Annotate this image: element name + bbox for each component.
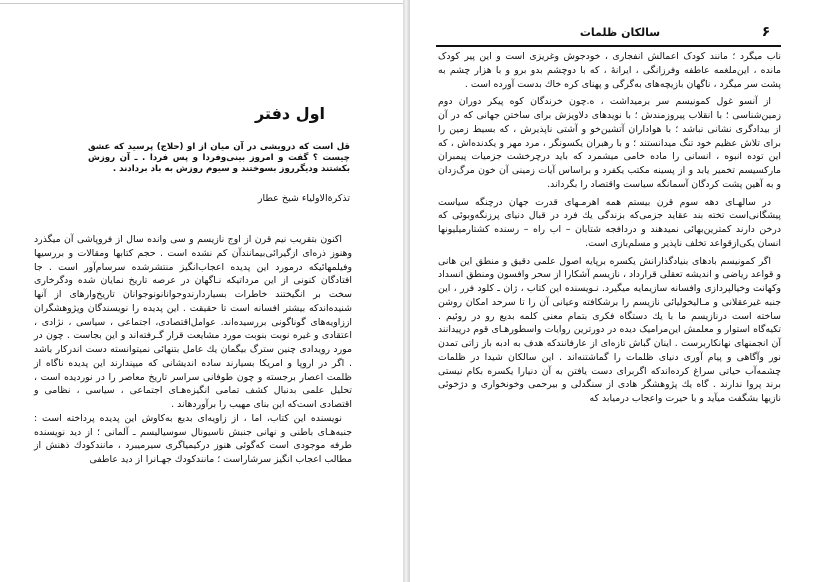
body-paragraph: ناب میگرد ؛ مانند کودک اعمالش انفجاری ، خودجوش وغریزی است و این پیر کودک مانده ، این‌ملغمه عاطفه وفرزانگی ، ایرانهٔ ، که با دوچشم بدو برو و با هزار چشم به پشت سر میگرد ، ناگهان بازیچه‌های به‌گرگی و پهنای کره خاك بدست آورده است . — [438, 51, 781, 90]
header-rule — [436, 45, 781, 47]
body-paragraph: نویسنده این کتاب، اما ، از زاویه‌ای بدیع به‌کاوش این پدیده پرداخته است : جنبه‌هـای باطنی و نهانی جنبش ناسیونال سوسیالیسم ـ آلمانی ؛ از دید نویسنده طرفه موجودی است که‌گوئی هنوز درکیمیاگری سیرمیبرد ، مانندکودك ذهنش از مطالب اعجاب انگیز سرشاراست ؛ مانندکودك جهـانرا از دید عاطفی — [34, 412, 352, 465]
body-paragraph: در سالهـای دهه سوم قرن بیستم همه اهرمـهای قدرت جهان درچنگه سیاست پیشگانی‌است تخته بند عقاید جزمی‌که بزندگی یك فرد در قبال دنیای پرزنگه‌وبوئی که درخن دارند کمترین‌بهائی نمیدهند و دردافجه شتابان – اب راه – رسنده کشتارمیلیونها انسان یکی‌ازقواعد تخلف ناپذیر و مسلم‌بازی است. — [438, 196, 781, 249]
epigraph-source: تذکرة‌الاولیاء شیخ عطار — [257, 193, 350, 204]
running-title: سالکان ظلمات — [579, 26, 661, 39]
page-number: ۶ — [761, 24, 771, 40]
body-paragraph: اکنون بتقریب نیم قرن از اوج نازیسم و سی وانده سال از فروپاشی آن میگذرد وهنوز ذره‌ای ازگیرائی‌بیمانندآن کم نشده است . حجم کتابها ومقالات و بررسیها وفیلمهائیکه درمورد این پدیده اعجاب‌انگیز منتشرشده سرسام‌آور است . جا افتادگان کنونی از این مرداتیکه نـاگهان در عرصه تاریخ نمایان شده‌ ودگرخاری سخت بر انگیختند خاطرات بسیاردارندوجوانانونوجوانان تاریخ‌وارهای از آنها شنیده‌اندکه بیشتر افسانه است تا حقیقت . این پدیده را نویسندگان وپژوهشگران اززاویه‌های گوناگونی بررسیده‌اند. عوامل‌اقتصادی، اجتماعی ، سیاسی ، نژادی ، اعتقادی و غیره نوبت بنوبت مورد مشایعت قرار گـرفته‌اند و این بجاست . چون در مورد رویدادی چنین سترگ بیگمان یك عامل بتنهائی نمیتوانسته دست اندرکار باشد . اگر در اروپا و امریکا بسیارند ساده اندیشانی که میپندارند این پدیده ناگاه از ظلمت اعصار برجسته و چون طوفانی سراسر تاریخ معاصر را در نوردیده است ، تحلیل علمی بدنبال کشف تمامی انگیزه‌هـای اجتماعی ، سیاسی ، نظامی و اقتصادی است‌که این بنای مهیب را برآوردهاند . — [34, 234, 352, 410]
body-paragraph: از آنسو غول کمونیسم سر برمیداشت ، ه.چون خرندگان کوه پیکر دوران دوم زمین‌شناسی ؛ با انقلاب پیروزمندش ؛ با نویدهای دلاویزش برای ساختن جهانی که در آن از بیدادگری نشانی نباشد ؛ با هواداران آتشین‌خو و آشتی ناپذیرش ، که بسیط زمین را برای تلاش عظیم خود تنگ میدانستند ؛ و با رهبران یکسونگر ، مرد مهر و یکدنده‌اش ، که این توده انبوه ، انسانی را ماده خامی میشمرد که باید درچرخشت جزمیات پیمبران مارکسیسم تخمیر یابد و از پسینه مکتب یکفرد و براساس آیات زمینی آن خون مرگ‌زدان و به آهین پشت کردگان آسمانگه سیاست واقتصاد را بگرداند. — [438, 96, 781, 190]
right-body-text — [438, 50, 781, 406]
left-body-text — [34, 233, 352, 467]
right-page — [410, 0, 813, 582]
chapter-heading: اول دفتر — [254, 104, 326, 123]
book-spine-gutter — [403, 0, 410, 582]
body-paragraph: اگر کمونیسم بادهای بنیادگذارانش یکسره برپایه اصول علمی دقیق و منطق این هانی و قواعد ریاضی و اندیشه تعقلی قرارداد ، نازیسم آشکارا از سحر وافسون ومنطق انسداد وکهانت وخیالپردازی وافسانه سازیمایه میگیرد. نـویسنده این کتاب ، ژان ـ کلود فرر ، این جنبه غیرعقلانی و مـالیخولیائی نازیسم را برشکافته وعیانی آن را تا سرحد امکان روشن ساخته است درنازیسم ما با یك دستگاه فکری بتمام معنی کلمه بدیع رو در روئیم . تکیه‌گاه استوار و معلمش این‌مرامیک دیده در دورترین روایات واسطورهـای قوم درپیدانند آن انجمنهای نهانکاربرست . اینان گباش تازه‌ای از عارفانندکه هدف به ادبه با‌ز زاتی تمدن نور وآگاهی و پیام آوری دنیای ظلمات را گماشتنه‌اند . این سالکان شیدا در ظلمات چشمه‌آب حیاتی سراغ کرده‌اندکه اگربرای دست یافتن به آن دنیارا یکسره بکام نیستی برند پروا ندارند . گاه یك پژوهشگر هادی از سنگدلی و بیرحمی وخونخواری و دژخوئی نازیها بشگفت میآید و با حیرت واعجاب درمیابد که — [438, 255, 781, 404]
epigraph: قل است که درویشی در آن میان از او (حلاج) پرسید که عشق چیست ؟ گفت و امروز بینی‌وفردا و پس فردا . ـ آن روزش بکشتند ودیگرروز بسوختند و سیوم روزش به باد بردادند . — [88, 142, 350, 175]
left-page — [0, 0, 403, 582]
left-page-top-rule — [0, 3, 403, 4]
